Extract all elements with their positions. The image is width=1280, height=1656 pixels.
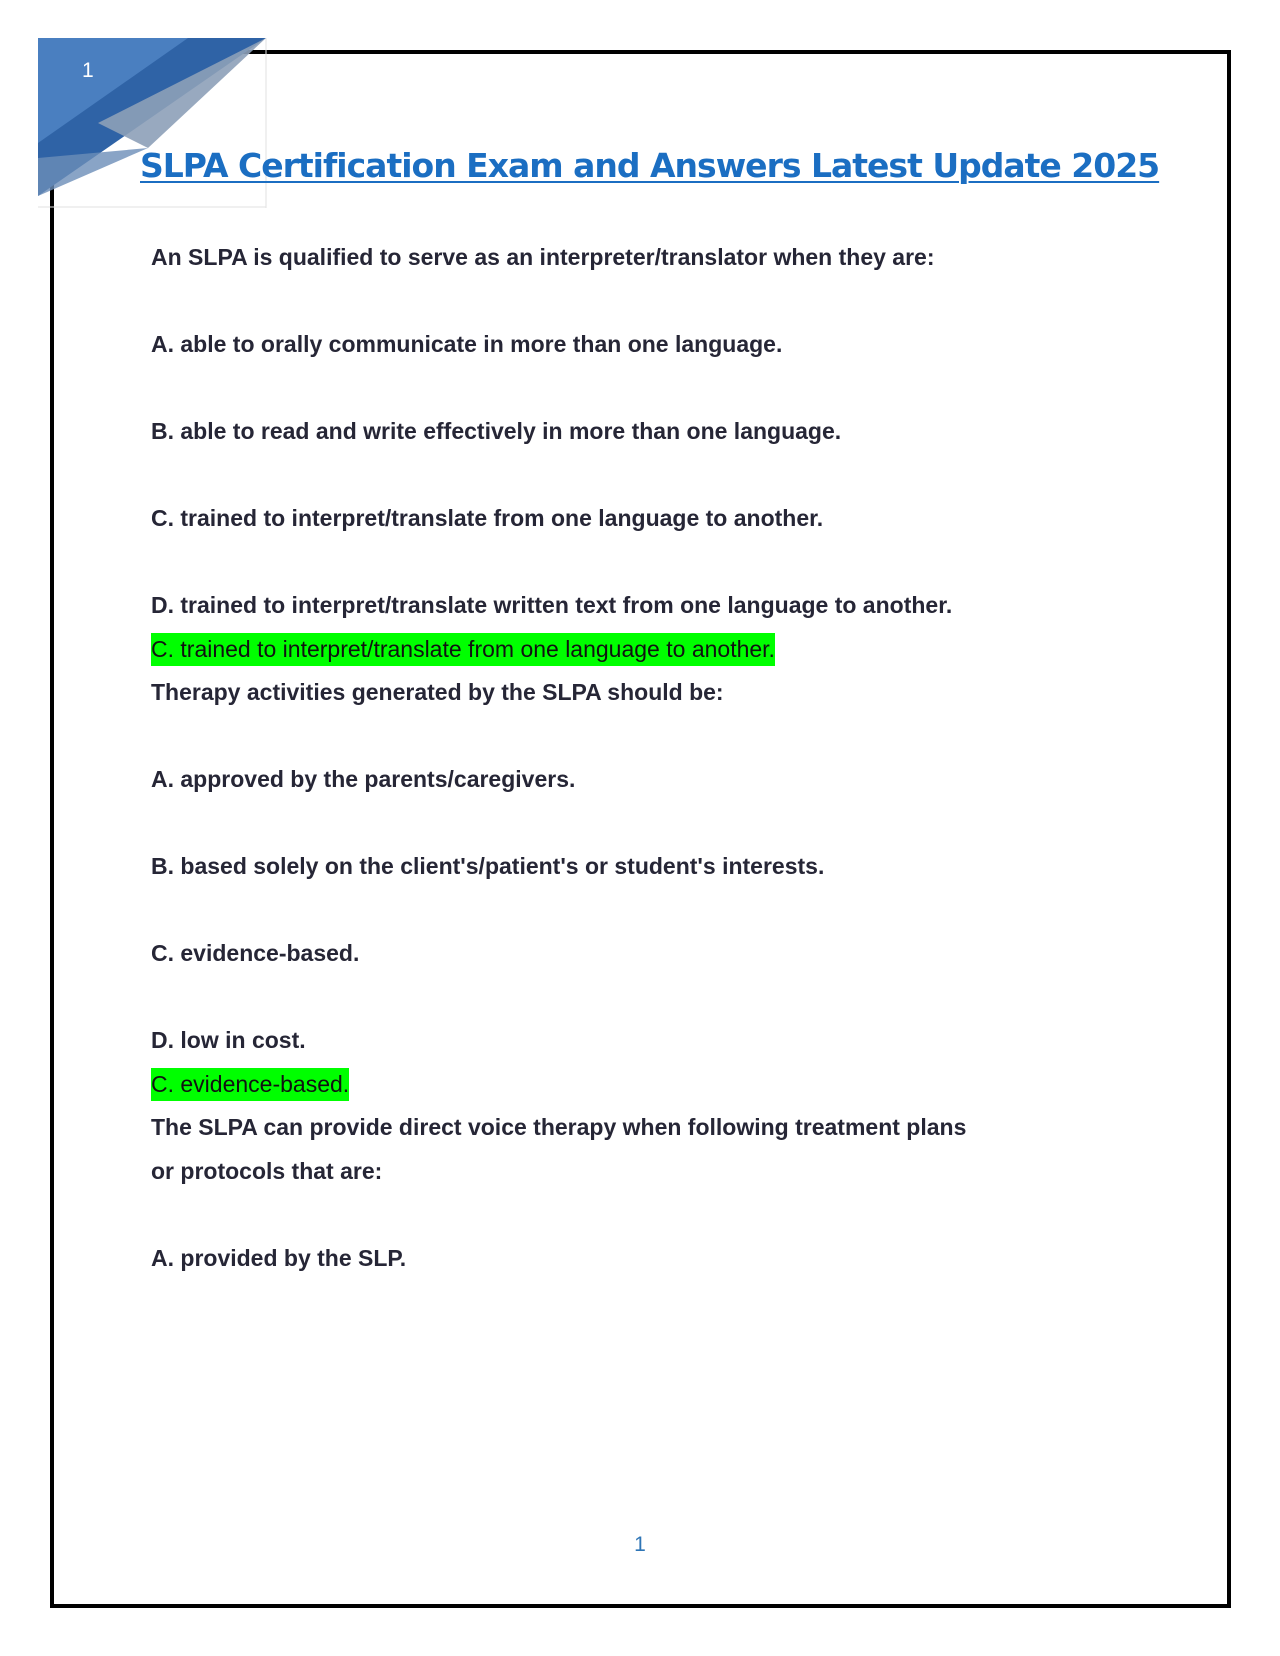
corner-page-number: 1 <box>82 59 94 82</box>
question-1-option-d: D. trained to interpret/translate written text from one language to another. <box>151 592 953 618</box>
question-1-answer-highlight: C. trained to interpret/translate from one language to another. <box>151 633 775 666</box>
question-2-answer-highlight: C. evidence-based. <box>151 1068 349 1101</box>
question-1-prompt: An SLPA is qualified to serve as an interpreter/translator when they are: <box>151 244 935 270</box>
question-2-option-c: C. evidence-based. <box>151 940 360 966</box>
question-2-answer <box>151 1063 1081 1107</box>
question-3-prompt-line-1: The SLPA can provide direct voice therapy when following treatment plans <box>151 1114 967 1140</box>
question-3-option-a: A. provided by the SLP. <box>151 1244 407 1271</box>
question-2-option-a: A. approved by the parents/caregivers. <box>151 766 576 792</box>
question-1-option-c: C. trained to interpret/translate from one language to another. <box>151 505 824 531</box>
question-list <box>151 236 1081 1280</box>
question-2-option-b: B. based solely on the client's/patient's or student's interests. <box>151 853 825 879</box>
question-2-prompt: Therapy activities generated by the SLPA should be: <box>151 679 724 705</box>
question-2-option-d: D. low in cost. <box>151 1027 306 1053</box>
question-1-option-a: A. able to orally communicate in more than one language. <box>151 331 783 357</box>
footer-page-number: 1 <box>634 1533 646 1556</box>
question-1-answer <box>151 628 1081 672</box>
question-1-option-b: B. able to read and write effectively in more than one language. <box>151 418 842 444</box>
question-3-prompt-line-2: or protocols that are: <box>151 1157 383 1184</box>
document-title[interactable]: SLPA Certification Exam and Answers Latest Update 2025 <box>140 146 1160 185</box>
